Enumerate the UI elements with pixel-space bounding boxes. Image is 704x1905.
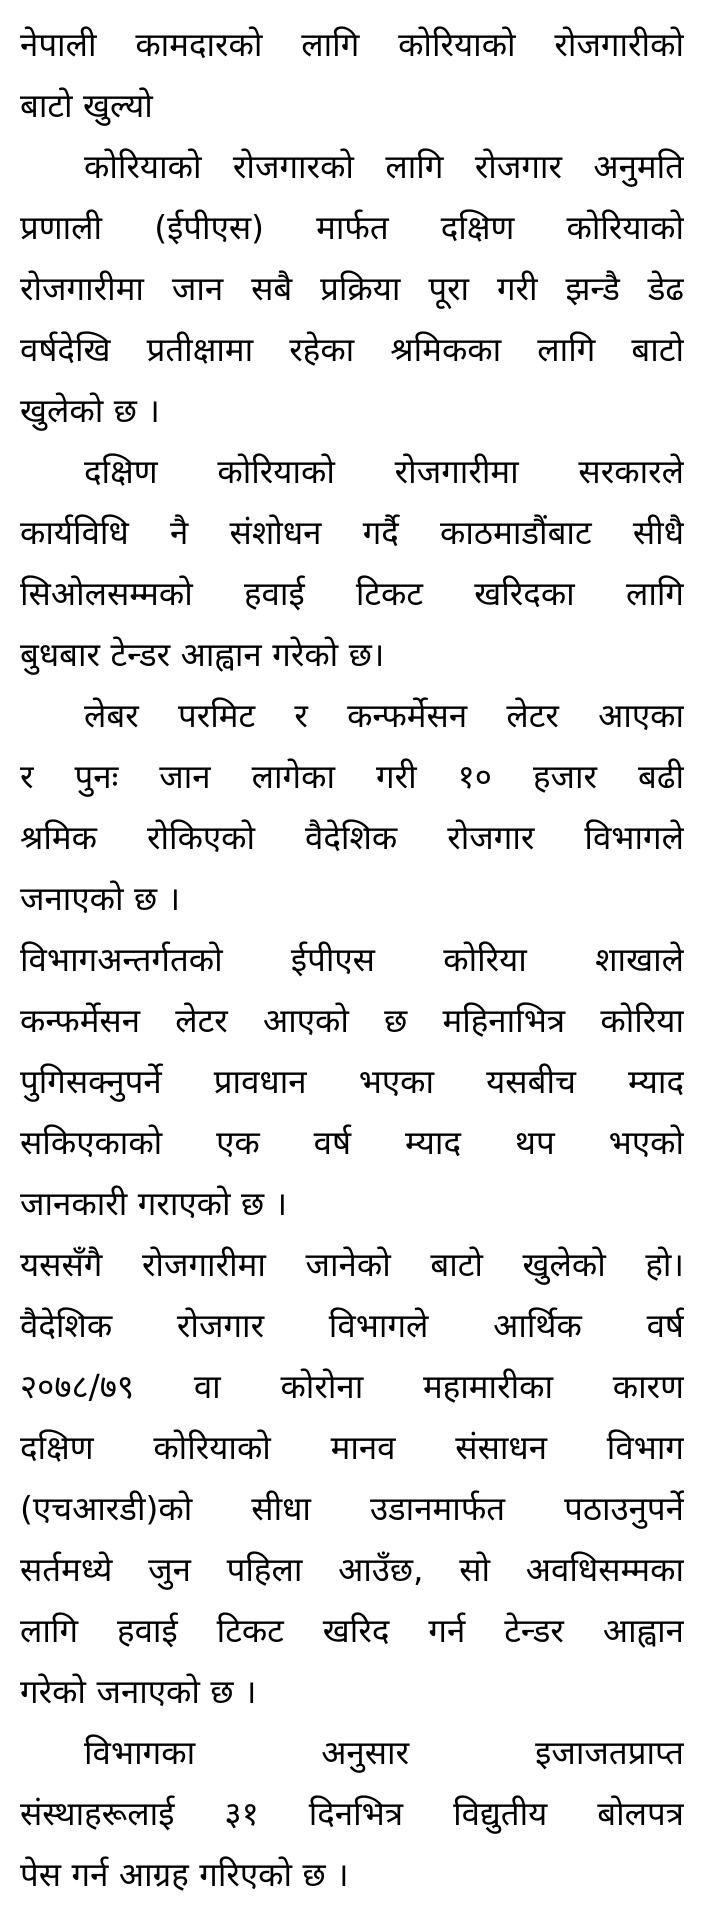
paragraph-line: लागि हवाई टिकट खरिद गर्न टेन्डर आह्वान [20, 1611, 684, 1650]
paragraph-line: लेबर परमिट र कन्फर्मेसन लेटर आएका [84, 696, 684, 735]
paragraph-line: सकिएकाको एक वर्ष म्याद थप भएको [20, 1123, 684, 1162]
headline-line: नेपाली कामदारको लागि कोरियाको रोजगारीको [20, 25, 684, 64]
paragraph-line: कार्यविधि नै संशोधन गर्दै काठमाडौंबाट सीधै [20, 513, 684, 552]
paragraph-line: सिओलसम्मको हवाई टिकट खरिदका लागि [20, 574, 684, 613]
paragraph-line: श्रमिक रोकिएको वैदेशिक रोजगार विभागले [20, 818, 684, 857]
paragraph-line: प्रणाली (ईपीएस) मार्फत दक्षिण कोरियाको [20, 208, 684, 247]
paragraph-line: पेस गर्न आग्रह गरिएको छ । [20, 1855, 349, 1894]
paragraph-line: बुधबार टेन्डर आह्वान गरेको छ। [20, 635, 385, 674]
paragraph-line: संस्थाहरूलाई ३१ दिनभित्र विद्युतीय बोलपत्र [20, 1794, 684, 1833]
paragraph-line: वर्षदेखि प्रतीक्षामा रहेका श्रमिकका लागि बाटो [20, 330, 684, 369]
paragraph-line: विभागका अनुसार इजाजतप्राप्त [84, 1733, 684, 1772]
paragraph-line: सर्तमध्ये जुन पहिला आउँछ, सो अवधिसम्मका [20, 1550, 684, 1589]
paragraph-line: जानकारी गराएको छ । [20, 1184, 288, 1223]
paragraph-line: यससँगै रोजगारीमा जानेको बाटो खुलेको हो। [20, 1245, 684, 1284]
paragraph-line: गरेको जनाएको छ । [20, 1672, 257, 1711]
paragraph-line: र पुनः जान लागेका गरी १० हजार बढी [20, 757, 684, 796]
paragraph-line: दक्षिण कोरियाको मानव संसाधन विभाग [20, 1428, 684, 1467]
paragraph-line: विभागअन्तर्गतको ईपीएस कोरिया शाखाले [20, 940, 684, 979]
article-body [20, 14, 684, 1905]
headline-line: बाटो खुल्यो [20, 86, 153, 125]
paragraph-line: कन्फर्मेसन लेटर आएको छ महिनाभित्र कोरिया [20, 1001, 684, 1040]
paragraph-line: कोरियाको रोजगारको लागि रोजगार अनुमति [84, 147, 684, 186]
paragraph-line: (एचआरडी)को सीधा उडानमार्फत पठाउनुपर्ने [20, 1489, 684, 1528]
paragraph-line: जनाएको छ । [20, 879, 181, 918]
paragraph-line: दक्षिण कोरियाको रोजगारीमा सरकारले [84, 452, 684, 491]
paragraph-line: २०७८/७९ वा कोरोना महामारीका कारण [20, 1367, 684, 1406]
paragraph-line: पुगिसक्नुपर्ने प्रावधान भएका यसबीच म्याद [20, 1062, 684, 1101]
paragraph-line: रोजगारीमा जान सबै प्रक्रिया पूरा गरी झन्डै डेढ [20, 269, 684, 308]
paragraph-line: खुलेको छ । [20, 391, 160, 430]
paragraph-line: वैदेशिक रोजगार विभागले आर्थिक वर्ष [20, 1306, 684, 1345]
